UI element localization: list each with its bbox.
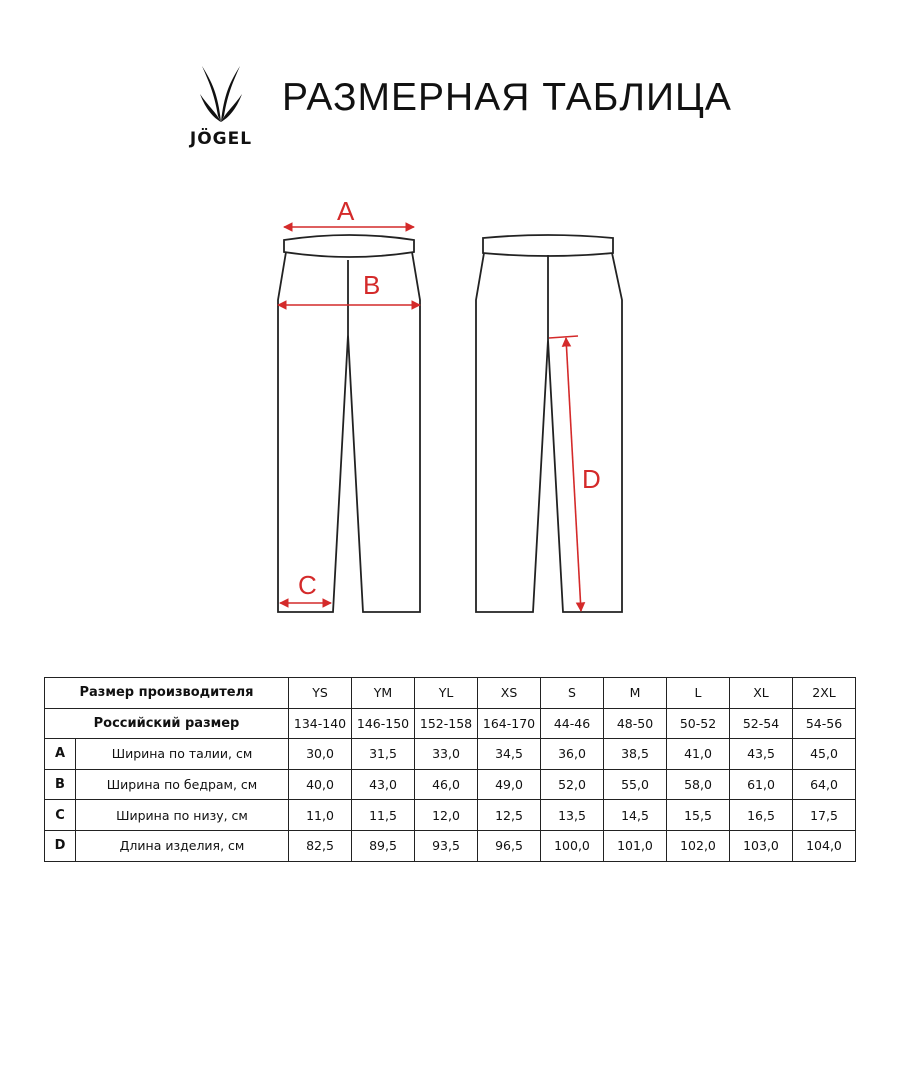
size-cell: 50-52 <box>667 708 730 739</box>
size-cell: M <box>604 678 667 709</box>
front-outline <box>278 252 420 612</box>
value-cell: 100,0 <box>541 830 604 861</box>
value-cell: 55,0 <box>604 769 667 800</box>
measure-d-tick <box>549 336 578 338</box>
value-cell: 11,0 <box>289 800 352 831</box>
value-cell: 15,5 <box>667 800 730 831</box>
value-cell: 101,0 <box>604 830 667 861</box>
row-key: C <box>45 800 76 831</box>
size-cell: L <box>667 678 730 709</box>
size-cell: 134-140 <box>289 708 352 739</box>
brand-name: JÖGEL <box>189 129 253 149</box>
label-a: A <box>337 196 355 226</box>
size-cell: 152-158 <box>415 708 478 739</box>
label-d: D <box>582 464 601 494</box>
table-row-a <box>45 739 856 770</box>
value-cell: 34,5 <box>478 739 541 770</box>
label-b: B <box>363 270 381 300</box>
value-cell: 103,0 <box>730 830 793 861</box>
value-cell: 93,5 <box>415 830 478 861</box>
page-title: РАЗМЕРНАЯ ТАБЛИЦА <box>282 76 732 119</box>
value-cell: 46,0 <box>415 769 478 800</box>
row-label: Ширина по талии, см <box>76 739 289 770</box>
value-cell: 61,0 <box>730 769 793 800</box>
value-cell: 30,0 <box>289 739 352 770</box>
size-table <box>44 677 856 862</box>
size-cell: YS <box>289 678 352 709</box>
value-cell: 82,5 <box>289 830 352 861</box>
value-cell: 12,5 <box>478 800 541 831</box>
value-cell: 33,0 <box>415 739 478 770</box>
value-cell: 43,5 <box>730 739 793 770</box>
row-key: A <box>45 739 76 770</box>
back-waistband <box>483 235 613 256</box>
row-label: Ширина по низу, см <box>76 800 289 831</box>
value-cell: 89,5 <box>352 830 415 861</box>
size-cell: 44-46 <box>541 708 604 739</box>
value-cell: 96,5 <box>478 830 541 861</box>
value-cell: 52,0 <box>541 769 604 800</box>
table-row-c <box>45 800 856 831</box>
value-cell: 64,0 <box>793 769 856 800</box>
size-cell: 54-56 <box>793 708 856 739</box>
size-cell: S <box>541 678 604 709</box>
header-cell: Размер производителя <box>45 678 289 709</box>
table-row-russian-size <box>45 708 856 739</box>
size-cell: 2XL <box>793 678 856 709</box>
measure-d-arrow <box>566 338 581 611</box>
value-cell: 16,5 <box>730 800 793 831</box>
table-row-b <box>45 769 856 800</box>
value-cell: 38,5 <box>604 739 667 770</box>
table-row-d <box>45 830 856 861</box>
value-cell: 43,0 <box>352 769 415 800</box>
value-cell: 49,0 <box>478 769 541 800</box>
row-key: D <box>45 830 76 861</box>
row-label: Ширина по бедрам, см <box>76 769 289 800</box>
value-cell: 31,5 <box>352 739 415 770</box>
value-cell: 58,0 <box>667 769 730 800</box>
value-cell: 14,5 <box>604 800 667 831</box>
pants-back-view <box>476 235 622 612</box>
value-cell: 11,5 <box>352 800 415 831</box>
size-cell: 48-50 <box>604 708 667 739</box>
back-outline <box>476 253 622 612</box>
size-cell: YM <box>352 678 415 709</box>
row-label: Длина изделия, см <box>76 830 289 861</box>
header-cell: Российский размер <box>45 708 289 739</box>
value-cell: 41,0 <box>667 739 730 770</box>
row-key: B <box>45 769 76 800</box>
size-cell: XS <box>478 678 541 709</box>
table-row-manufacturer-size <box>45 678 856 709</box>
value-cell: 13,5 <box>541 800 604 831</box>
value-cell: 102,0 <box>667 830 730 861</box>
size-cell: XL <box>730 678 793 709</box>
value-cell: 17,5 <box>793 800 856 831</box>
size-cell: 146-150 <box>352 708 415 739</box>
value-cell: 36,0 <box>541 739 604 770</box>
value-cell: 12,0 <box>415 800 478 831</box>
label-c: C <box>298 570 317 600</box>
value-cell: 45,0 <box>793 739 856 770</box>
size-cell: 164-170 <box>478 708 541 739</box>
pants-front-view <box>278 235 420 612</box>
value-cell: 40,0 <box>289 769 352 800</box>
size-cell: YL <box>415 678 478 709</box>
size-cell: 52-54 <box>730 708 793 739</box>
front-waistband <box>284 235 414 257</box>
value-cell: 104,0 <box>793 830 856 861</box>
